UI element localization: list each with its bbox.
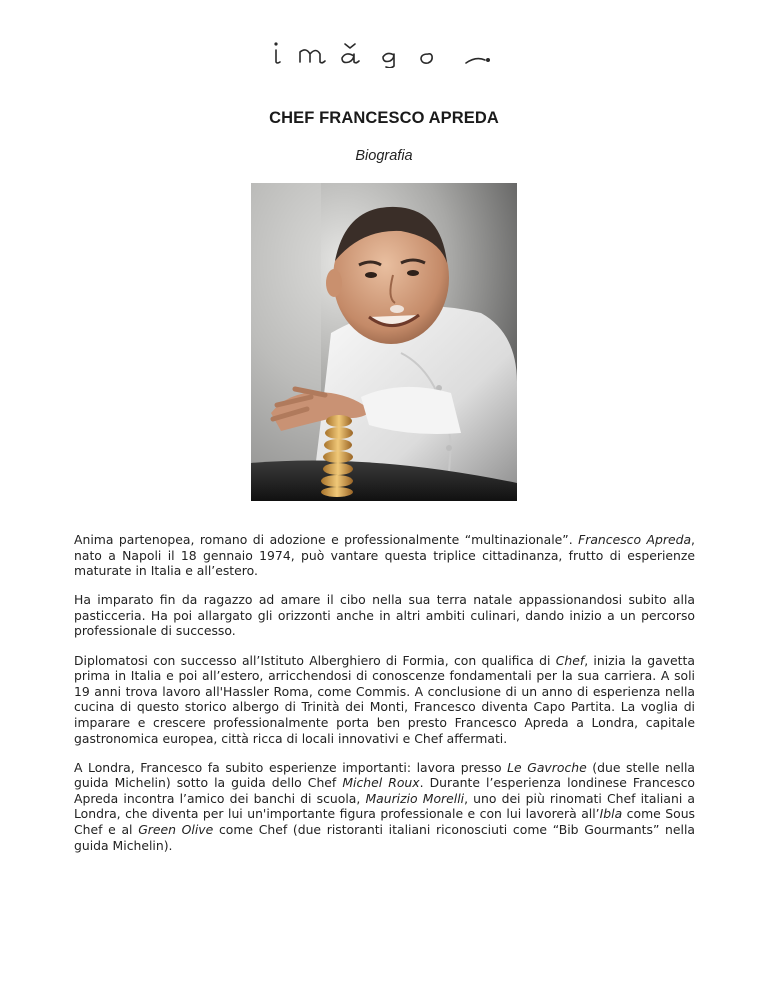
chef-portrait-icon	[251, 183, 517, 501]
page-title: CHEF FRANCESCO APREDA	[269, 109, 499, 127]
paragraph-4: A Londra, Francesco fa subito esperienze importanti: lavora presso Le Gavroche (due stelle nella guida Michelin) sotto la guida dello Chef Michel Roux. Durante l’esperienza londinese Francesco Apreda incontra l’amico dei banchi di scuola, Maurizio Morelli, uno dei più rinomati Chef italiani a Londra, che diventa per lui un'importante figura professionale e con lui lavorerà all’Ibla come Sous Chef e al Green Olive come Chef (due ristoranti italiani riconosciuti come “Bib Gourmants” nella guida Michelin).	[74, 759, 696, 853]
paragraph-2: Ha imparato fin da ragazzo ad amare il cibo nella sua terra natale appassionandosi subito alla pasticceria. Ha poi allargato gli orizzonti anche in altri ambiti culinari, dando inizio a un percorso professionale di successo.	[74, 592, 695, 639]
imago-logo-icon	[270, 36, 496, 68]
paragraph-3: Diplomatosi con successo all’Istituto Alberghiero di Formia, con qualifica di Chef, inizia la gavetta prima in Italia e poi all’estero, arricchendosi di conoscenze fondamentali per la sua carriera. A soli 19 anni trova lavoro all'Hassler Roma, come Commis. A conclusione di un anno di esperienza nella cucina di questo storico albergo di Trinità dei Monti, Francesco diventa Capo Partita. La voglia di imparare e crescere professionalmente porta ben presto Francesco Apreda a Londra, capitale gastronomica europea, città ricca di locali innovativi e Chef affermati.	[74, 652, 695, 746]
page-subtitle: Biografia	[355, 148, 413, 164]
biography-text	[74, 532, 695, 867]
paragraph-1: Anima partenopea, romano di adozione e professionalmente “multinazionale”. Francesco Apreda, nato a Napoli il 18 gennaio 1974, può vantare questa triplice cittadinanza, frutto di esperienze maturate in Italia e all’estero.	[74, 532, 695, 579]
